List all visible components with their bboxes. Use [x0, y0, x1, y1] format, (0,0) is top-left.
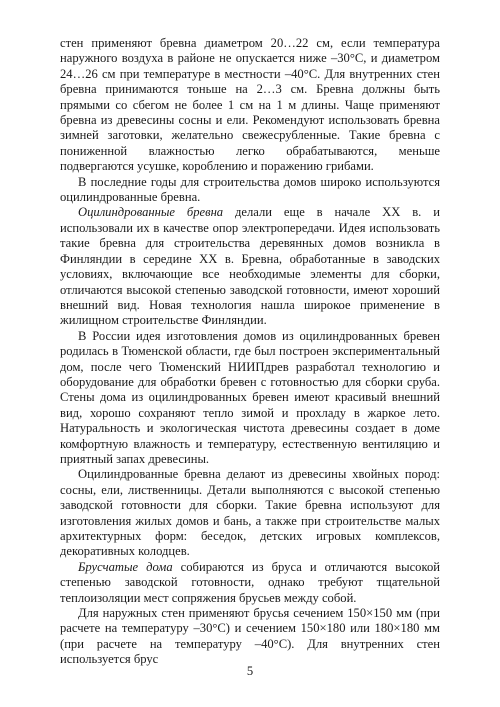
- paragraph-text: Для наружных стен применяют брусья сечением 150×150 мм (при расчете на температуру –30°С) и сечением 150×180 или 180×180 мм (при расчете на температуру –40°С). Для внутренних стен используется брус: [60, 606, 440, 667]
- paragraph-text: собираются из бруса и отличаются высокой степенью заводской готовности, однако требуют тщательной теплоизоляции мест сопряжения брусьев между собой.: [60, 559, 440, 605]
- paragraph: [60, 205, 440, 328]
- paragraph: [60, 175, 440, 206]
- paragraph-text: делали еще в начале XX в. и использовали их в качестве опор электропередачи. Идея использовать такие бревна для строительства деревянных домов возникла в Финляндии в середине XX в. Бревна, обработанные в заводских условиях, включающие все необходимые элементы для сборки, отличаются высокой степенью заводской готовности, имеют хороший внешний вид. Новая технология нашла широкое применение в жилищном строительстве Финляндии.: [60, 205, 440, 328]
- paragraph: [60, 329, 440, 468]
- paragraph: [60, 606, 440, 668]
- body-text: [60, 36, 440, 668]
- paragraph-text: стен применяют бревна диаметром 20…22 см, если температура наружного воздуха в районе не опускается ниже –30°С, и диаметром 24…26 см при температуре в местности –40°С. Для внутренних стен бревна принимаются тоньше на 2…3 см. Бревна должны быть прямыми со сбегом не более 1 см на 1 м длины. Чаще применяют бревна из древесины сосны и ели. Рекомендуют использовать бревна зимней заготовки, желательно свежесрубленные. Такие бревна с пониженной влажностью легко обрабатываются, меньше подвергаются усушке, короблению и поражению грибами.: [60, 36, 440, 174]
- paragraph: [60, 560, 440, 606]
- paragraph-lead: Оцилиндрованные бревна: [78, 205, 224, 220]
- paragraph-text: В последние годы для строительства домов широко используются оцилиндрованные бревна.: [60, 174, 440, 205]
- paragraph-text: Оцилиндрованные бревна делают из древесины хвойных пород: сосны, ели, лиственницы. Детали выполняются с высокой степенью заводской готовности для сборки. Такие бревна используют для изготовления жилых домов и бань, а также при строительстве малых архитектурных форм: беседок, детских игровых комплексов, декоративных колодцев.: [60, 467, 440, 559]
- paragraph: [60, 467, 440, 559]
- paragraph-text: В России идея изготовления домов из оцилиндрованных бревен родилась в Тюменской области, где был построен экспериментальный дом, после чего Тюменский НИИПдрев разработал технологию и оборудование для обработки бревен с готовностью для сборки сруба. Стены дома из оцилиндрованных бревен имеют красивый внешний вид, хорошо сохраняют тепло зимой и прохладу в жаркое лето. Натуральность и экологическая чистота древесины создает в доме комфортную влажность и температуру, естественную вентиляцию и приятный запах древесины.: [60, 328, 440, 466]
- paragraph: [60, 36, 440, 175]
- paragraph-lead: Брусчатые дома: [78, 559, 173, 574]
- page-number: 5: [246, 664, 254, 678]
